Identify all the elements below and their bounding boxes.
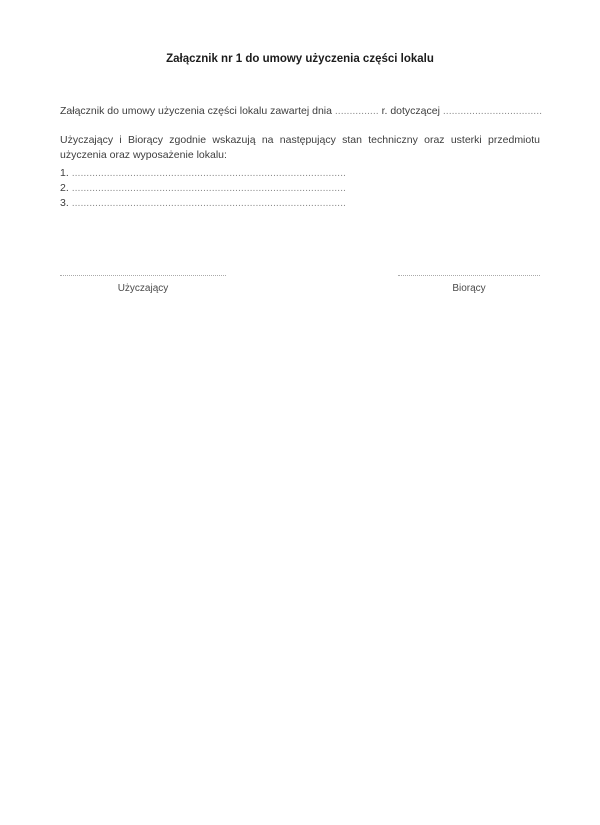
list-item-number: 1. (60, 167, 69, 179)
list-item (60, 181, 540, 196)
date-fill-dots: ............... (334, 105, 379, 117)
document-title: Załącznik nr 1 do umowy użyczenia części lokalu (166, 53, 434, 65)
statement-paragraph: Użyczający i Biorący zgodnie wskazują na następujący stan techniczny oraz usterki przedmiotu użyczenia oraz wyposażenie lokalu: (60, 134, 540, 161)
signature-line-lender (60, 275, 226, 276)
intro-text-before-date: Załącznik do umowy użyczenia części lokalu zawartej dnia (60, 105, 332, 117)
list-item-number: 3. (60, 197, 69, 209)
condition-list (60, 166, 540, 211)
signature-block-lender (60, 275, 226, 295)
signature-line-borrower (398, 275, 540, 276)
list-item (60, 166, 540, 181)
subject-fill-dots: .................................. (442, 105, 543, 117)
intro-text-after-date: r. dotyczącej (381, 105, 440, 117)
list-item-fill-dots: .............................................................................................. (71, 167, 346, 179)
intro-paragraph (60, 104, 543, 119)
signature-section (60, 275, 540, 295)
list-item-fill-dots: .............................................................................................. (71, 182, 346, 194)
list-item-number: 2. (60, 182, 69, 194)
list-item (60, 196, 540, 211)
signature-block-borrower (398, 275, 540, 295)
list-item-fill-dots: .............................................................................................. (71, 197, 346, 209)
signature-label-lender: Użyczający (117, 283, 169, 294)
signature-label-borrower: Biorący (452, 283, 486, 294)
